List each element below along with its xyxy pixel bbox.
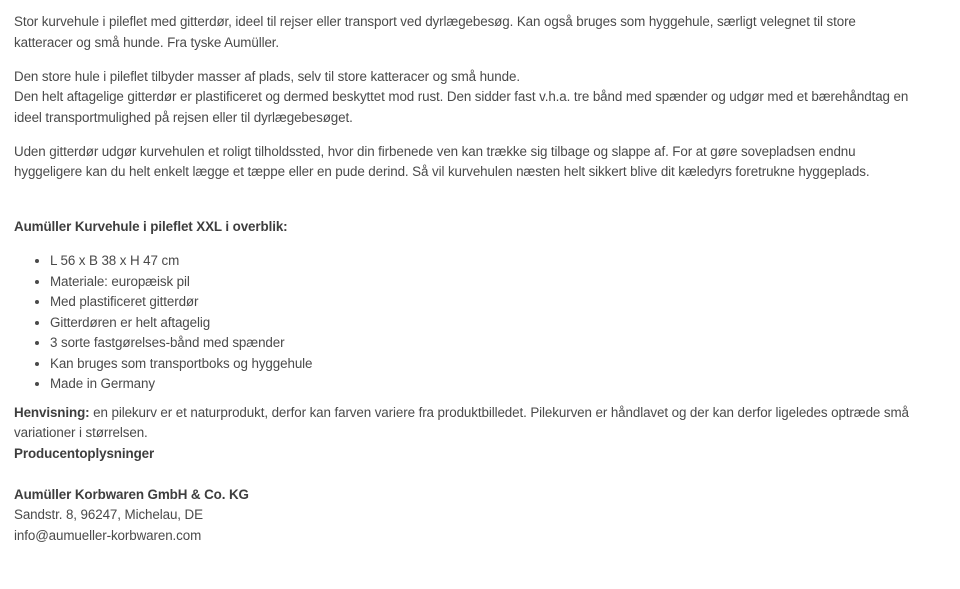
intro-paragraph-2 bbox=[14, 67, 946, 129]
note-label: Henvisning: bbox=[14, 404, 90, 420]
overview-heading: Aumüller Kurvehule i pileflet XXL i overblik: bbox=[14, 218, 288, 234]
feature-list bbox=[14, 251, 946, 395]
manufacturer-heading-text: Producentoplysninger bbox=[14, 445, 155, 461]
text-line: katteracer og små hunde. Fra tyske Aumüller. bbox=[14, 34, 280, 50]
text-line: variationer i størrelsen. bbox=[14, 425, 148, 440]
text-line: Den store hule i pileflet tilbyder masser af plads, selv til store katteracer og små hunde. bbox=[14, 68, 520, 84]
text-line: hyggeligere kan du helt enkelt lægge et tæppe eller en pude derind. Så vil kurvehulen næsten helt sikkert blive dit kæledyrs foretrukne hyggeplads. bbox=[14, 164, 870, 179]
list-item: • 3 sorte fastgørelses-bånd med spænder bbox=[50, 333, 946, 354]
manufacturer-email: info@aumueller-korbwaren.com bbox=[14, 527, 202, 543]
list-item: • Med plastificeret gitterdør bbox=[50, 292, 946, 313]
spacer bbox=[14, 464, 946, 485]
list-item: • Made in Germany bbox=[50, 374, 946, 395]
manufacturer-heading bbox=[14, 444, 946, 465]
manufacturer-address: Sandstr. 8, 96247, Michelau, DE bbox=[14, 507, 203, 522]
spacer bbox=[14, 196, 946, 217]
intro-paragraph-3 bbox=[14, 142, 946, 183]
text-line: Uden gitterdør udgør kurvehulen et roligt tilholdssted, hvor din firbenede ven kan trække sig tilbage og slappe af. For at gøre sovepladsen endnu bbox=[14, 143, 856, 159]
text-line: Stor kurvehule i pileflet med gitterdør, ideel til rejser eller transport ved dyrlægebesøg. Kan også bruges som hyggehule, særligt velegnet til store bbox=[14, 14, 856, 29]
note-text: en pilekurv er et naturprodukt, derfor kan farven variere fra produktbilledet. Pilekurven er håndlavet og der kan derfor ligeledes optræde små bbox=[89, 404, 909, 420]
list-item: • Gitterdøren er helt aftagelig bbox=[50, 313, 946, 334]
note-paragraph bbox=[14, 403, 946, 547]
list-item: • L 56 x B 38 x H 47 cm bbox=[50, 251, 946, 272]
text-line: ideel transportmulighed på rejsen eller til dyrlægebesøget. bbox=[14, 109, 353, 125]
intro-paragraph-1 bbox=[14, 12, 946, 53]
text-line bbox=[14, 403, 946, 424]
list-item: • Materiale: europæisk pil bbox=[50, 272, 946, 293]
manufacturer-name-text: Aumüller Korbwaren GmbH & Co. KG bbox=[14, 486, 249, 502]
manufacturer-name bbox=[14, 485, 946, 506]
text-line: Den helt aftagelige gitterdør er plastificeret og dermed beskyttet mod rust. Den sidder fast v.h.a. tre bånd med spænder og udgør med et bærehåndtag en bbox=[14, 89, 909, 104]
list-item: • Kan bruges som transportboks og hyggehule bbox=[50, 354, 946, 375]
